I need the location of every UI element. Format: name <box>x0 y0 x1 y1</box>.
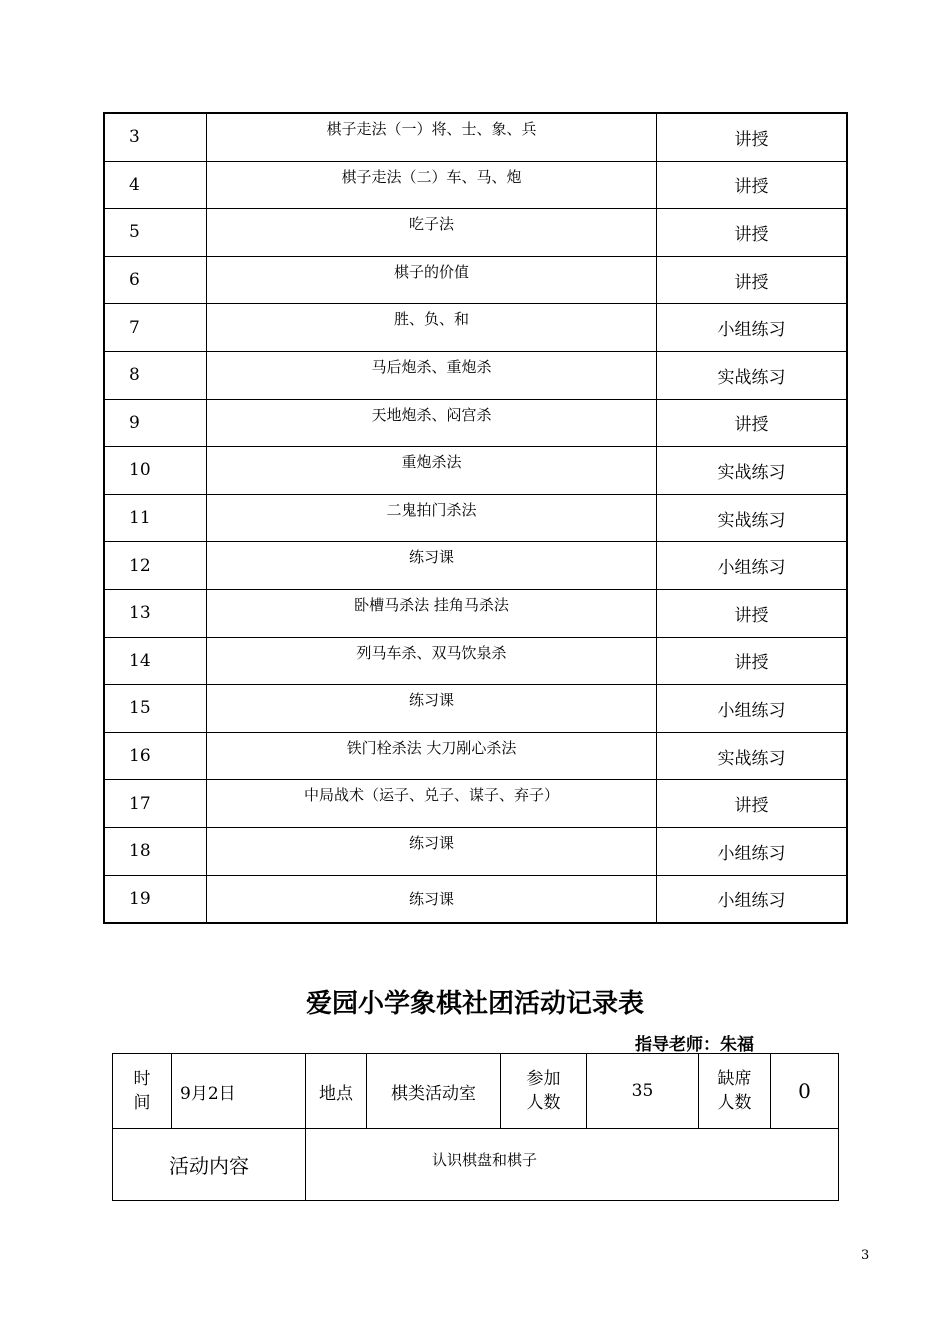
row-method: 讲授 <box>657 256 848 304</box>
row-method: 实战练习 <box>657 351 848 399</box>
table-row <box>104 637 847 685</box>
page-number: 3 <box>861 1248 870 1263</box>
row-topic: 重炮杀法 <box>207 447 657 495</box>
row-topic: 天地炮杀、闷宫杀 <box>207 399 657 447</box>
row-method: 实战练习 <box>657 447 848 495</box>
row-number: 5 <box>104 209 207 257</box>
table-row <box>104 161 847 209</box>
row-topic: 铁门栓杀法 大刀剐心杀法 <box>207 732 657 780</box>
table-row <box>104 780 847 828</box>
table-row <box>104 685 847 733</box>
row-number: 7 <box>104 304 207 352</box>
row-number: 16 <box>104 732 207 780</box>
row-method: 讲授 <box>657 589 848 637</box>
row-method: 讲授 <box>657 161 848 209</box>
row-topic: 练习课 <box>207 685 657 733</box>
place-label: 地点 <box>306 1054 367 1129</box>
row-number: 19 <box>104 875 207 923</box>
row-topic: 中局战术（运子、兑子、谋子、弃子） <box>207 780 657 828</box>
row-number: 10 <box>104 447 207 495</box>
table-row <box>104 875 847 923</box>
table-row <box>104 113 847 161</box>
table-row <box>104 399 847 447</box>
table-row <box>104 304 847 352</box>
row-topic: 二鬼拍门杀法 <box>207 494 657 542</box>
row-topic: 吃子法 <box>207 209 657 257</box>
row-number: 14 <box>104 637 207 685</box>
row-number: 11 <box>104 494 207 542</box>
row-topic: 练习课 <box>207 875 657 923</box>
row-method: 小组练习 <box>657 827 848 875</box>
course-schedule-table <box>103 112 848 924</box>
activity-content-value: 认识棋盘和棋子 <box>306 1129 839 1201</box>
row-method: 讲授 <box>657 399 848 447</box>
table-row <box>104 256 847 304</box>
row-topic: 练习课 <box>207 827 657 875</box>
teacher-line: 指导老师：朱福 <box>635 1035 754 1055</box>
row-topic: 棋子走法（一）将、士、象、兵 <box>207 113 657 161</box>
table-row <box>104 542 847 590</box>
row-topic: 练习课 <box>207 542 657 590</box>
record-title: 爱园小学象棋社团活动记录表 <box>305 989 644 1019</box>
table-row <box>104 447 847 495</box>
row-number: 4 <box>104 161 207 209</box>
row-method: 讲授 <box>657 209 848 257</box>
table-row <box>104 732 847 780</box>
row-number: 9 <box>104 399 207 447</box>
row-number: 18 <box>104 827 207 875</box>
row-topic: 卧槽马杀法 挂角马杀法 <box>207 589 657 637</box>
absent-value: 0 <box>771 1054 839 1129</box>
row-topic: 胜、负、和 <box>207 304 657 352</box>
row-method: 小组练习 <box>657 542 848 590</box>
row-method: 小组练习 <box>657 875 848 923</box>
place-value: 棋类活动室 <box>367 1054 501 1129</box>
row-method: 实战练习 <box>657 732 848 780</box>
row-method: 小组练习 <box>657 685 848 733</box>
table-row <box>104 589 847 637</box>
row-number: 13 <box>104 589 207 637</box>
row-number: 3 <box>104 113 207 161</box>
attend-label: 参加 人数 <box>501 1054 587 1129</box>
row-number: 12 <box>104 542 207 590</box>
activity-record-table <box>112 1053 839 1201</box>
activity-content-label: 活动内容 <box>113 1129 306 1201</box>
row-method: 讲授 <box>657 113 848 161</box>
table-row <box>104 494 847 542</box>
row-number: 8 <box>104 351 207 399</box>
row-topic: 棋子的价值 <box>207 256 657 304</box>
table-row <box>104 351 847 399</box>
table-row <box>104 209 847 257</box>
row-topic: 列马车杀、双马饮泉杀 <box>207 637 657 685</box>
row-topic: 马后炮杀、重炮杀 <box>207 351 657 399</box>
absent-label: 缺席 人数 <box>699 1054 771 1129</box>
row-method: 小组练习 <box>657 304 848 352</box>
time-value: 9月2日 <box>172 1054 306 1129</box>
attend-value: 35 <box>587 1054 699 1129</box>
row-method: 讲授 <box>657 780 848 828</box>
row-topic: 棋子走法（二）车、马、炮 <box>207 161 657 209</box>
row-number: 6 <box>104 256 207 304</box>
row-method: 实战练习 <box>657 494 848 542</box>
row-number: 15 <box>104 685 207 733</box>
row-method: 讲授 <box>657 637 848 685</box>
time-label: 时 间 <box>113 1054 172 1129</box>
row-number: 17 <box>104 780 207 828</box>
table-row <box>104 827 847 875</box>
